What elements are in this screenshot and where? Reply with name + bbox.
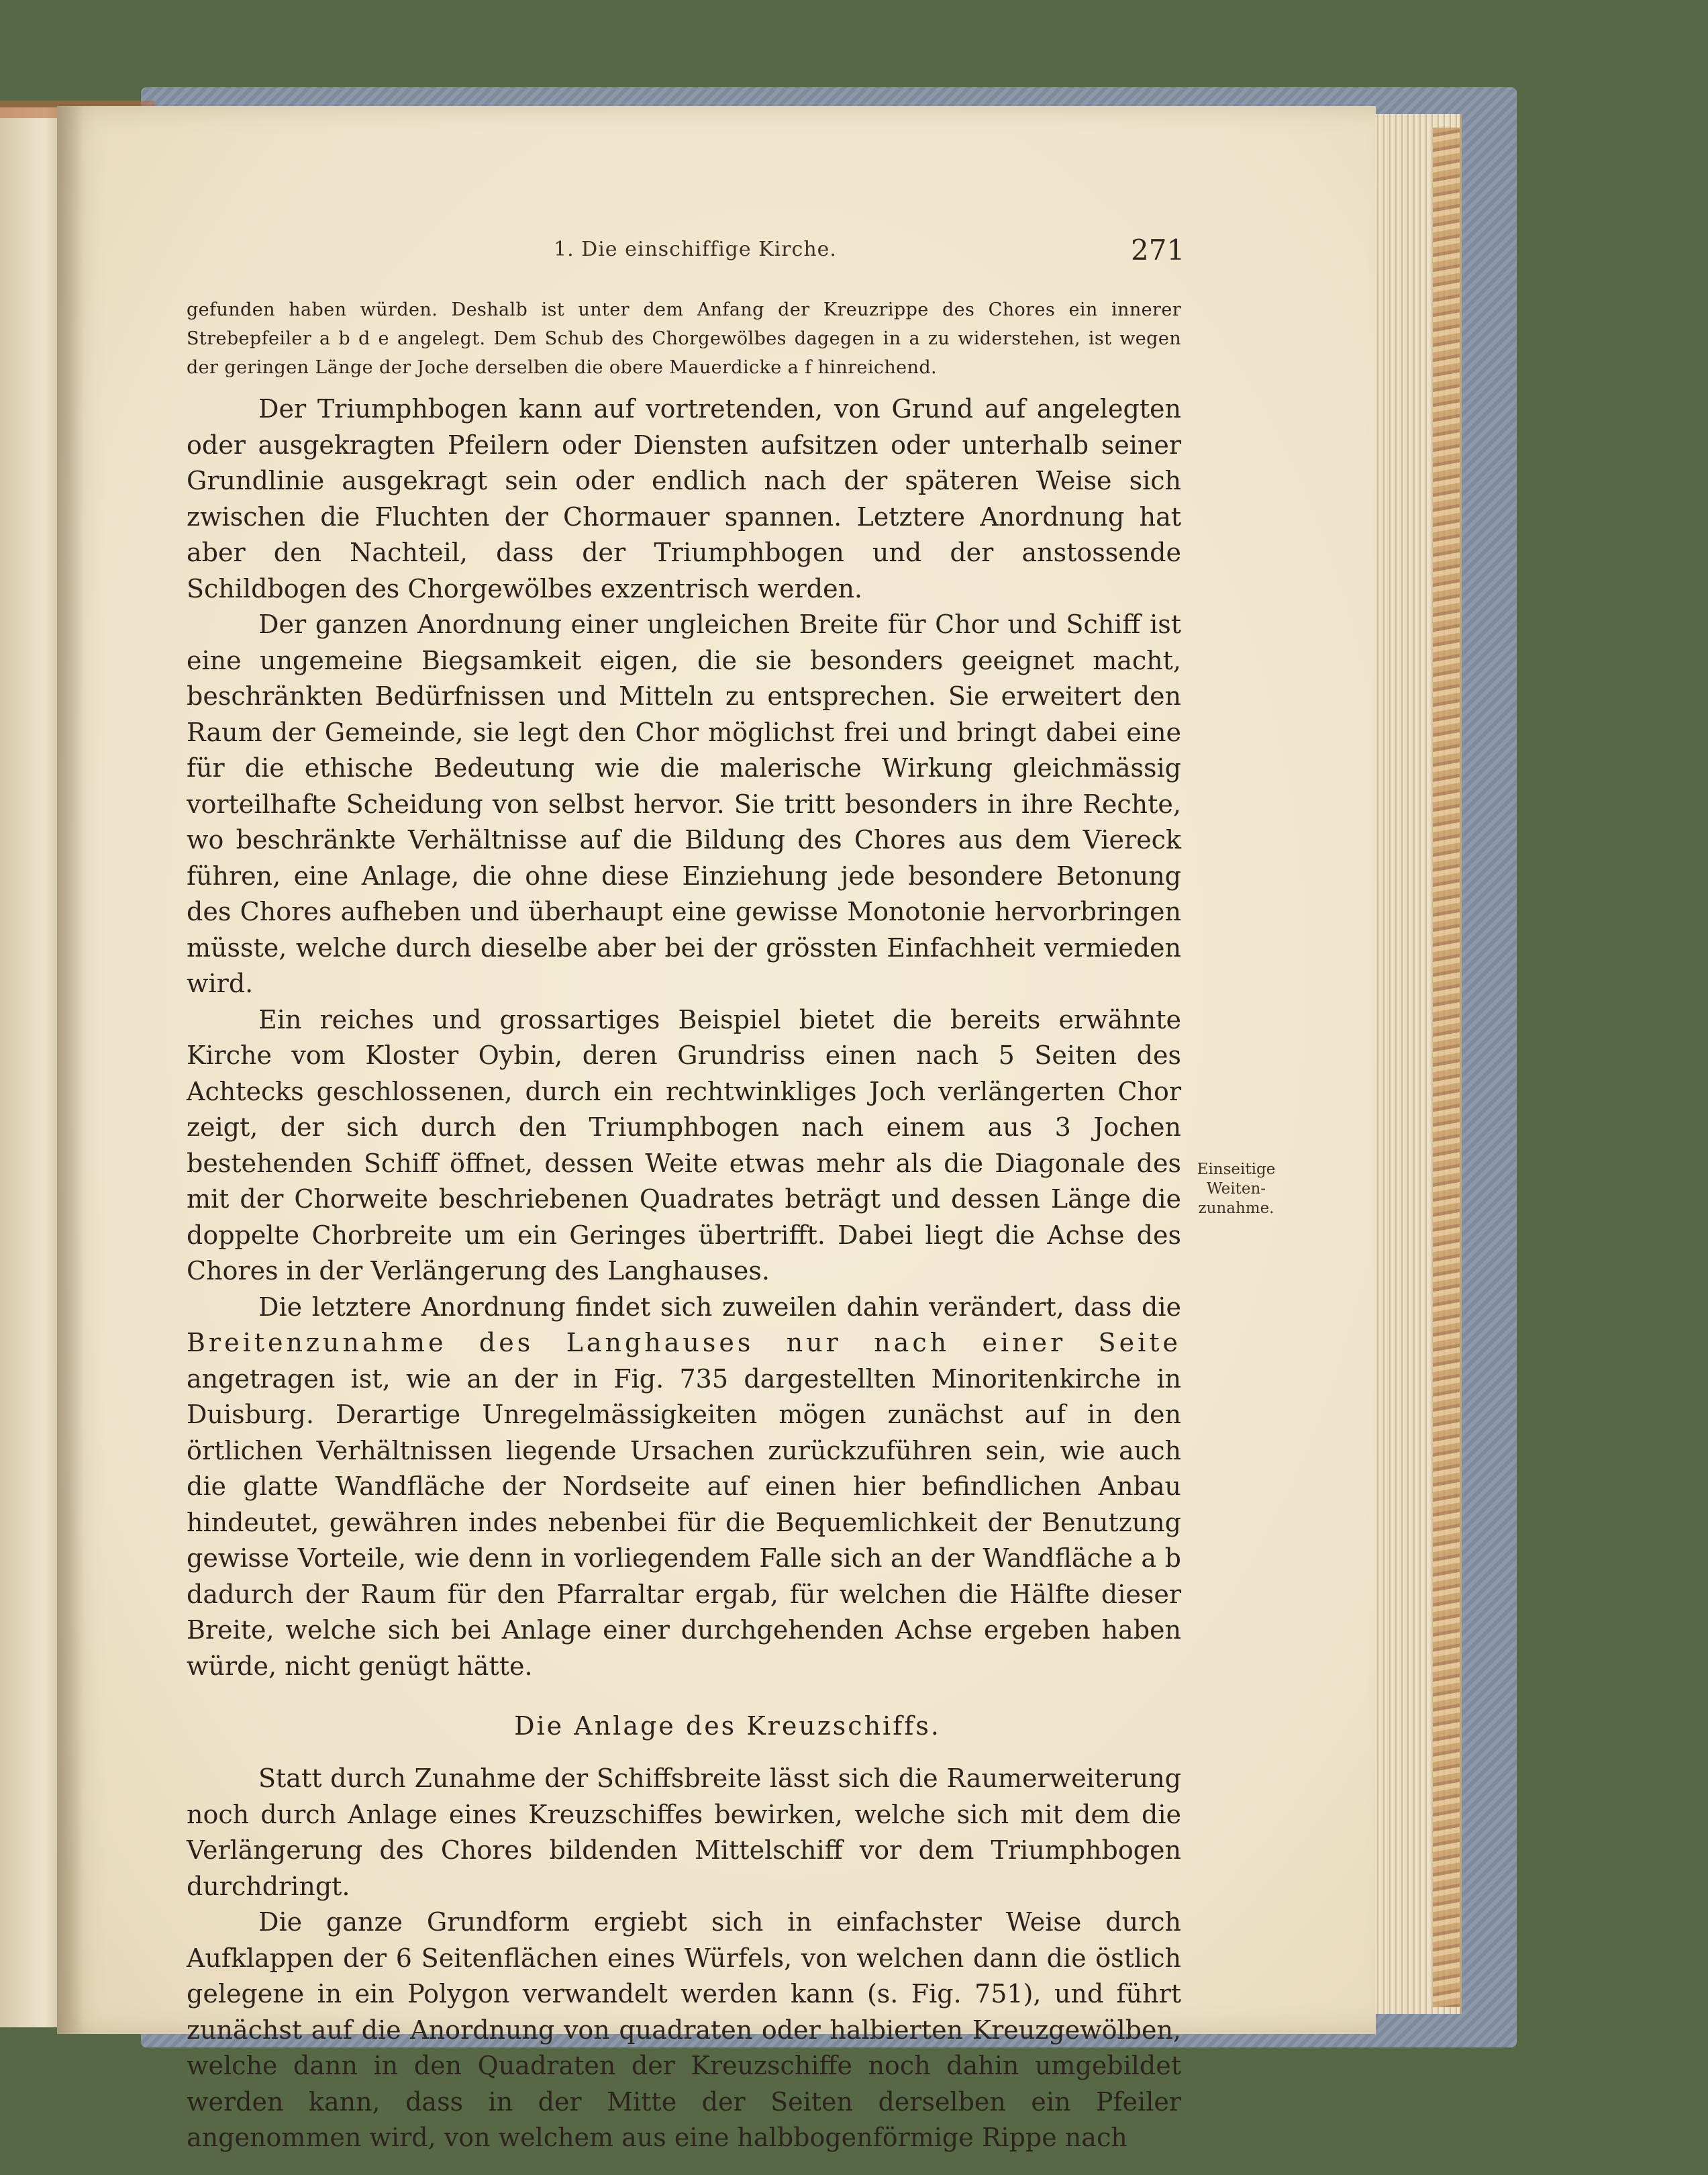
main-text (187, 295, 1181, 2156)
margin-note-line: Weiten- (1206, 1180, 1266, 1198)
running-title: 1. Die einschiffige Kirche. (554, 238, 837, 261)
marbled-edge (1433, 128, 1460, 2007)
running-head (0, 236, 1708, 270)
paragraph: Der ganzen Anordnung einer ungleichen Breite für Chor und Schiff ist eine ungemeine Biegsamkeit eigen, die sie besonders geeignet macht, beschränkten Bedürfnissen und Mitteln zu entsprechen. Sie erweitert den Raum der Gemeinde, sie legt den Chor möglichst frei und bringt dabei eine für die ethische Bedeutung wie die malerische Wirkung gleichmässig vorteilhafte Scheidung von selbst hervor. Sie tritt besonders in ihre Rechte, wo beschränkte Verhältnisse auf die Bildung des Chores aus dem Viereck führen, eine Anlage, die ohne diese Einziehung jede besondere Betonung des Chores aufheben und überhaupt eine gewisse Monotonie hervorbringen müsste, welche durch dieselbe aber bei der grössten Einfachheit vermieden wird. (187, 610, 1181, 998)
paragraph: Die ganze Grundform ergiebt sich in einfachster Weise durch Aufklappen der 6 Seitenflächen eines Würfels, von welchen dann die östlich gelegene in ein Polygon verwandelt werden kann (s. Fig. 751), und führt zunächst auf die Anordnung von quadraten oder halbierten Kreuzgewölben, welche dann in den Quadraten der Kreuzschiffe noch dahin umgebildet werden kann, dass in der Mitte der Seiten derselben ein Pfeiler angenommen wird, von welchem aus eine halbbogenförmige Rippe nach (187, 1907, 1181, 2152)
margin-note-line: zunahme. (1198, 1200, 1274, 1217)
paragraph-text: angetragen ist, wie an der in Fig. 735 dargestellten Minoritenkirche in Duisburg. Derartige Unregelmässigkeiten mögen zunächst auf in den örtlichen Verhältnissen liegende Ursachen zurückzuführen sein, wie auch die glatte Wandfläche der Nordseite auf einen hier befindlichen Anbau hindeutet, gewähren indes nebenbei für die Bequemlichkeit der Benutzung gewisse Vorteile, wie denn in vorliegendem Falle sich an der Wandfläche a b dadurch der Raum für den Pfarraltar ergab, für welchen die Hälfte dieser Breite, welche sich bei Anlage einer durchgehenden Achse ergeben haben würde, nicht genügt hätte. (187, 1363, 1181, 1681)
paragraph: Der Triumphbogen kann auf vortretenden, von Grund auf angelegten oder ausgekragten Pfeilern oder Diensten aufsitzen oder unterhalb seiner Grundlinie ausgekragt sein oder endlich nach der späteren Weise sich zwischen die Fluchten der Chormauer spannen. Letztere Anordnung hat aber den Nachteil, dass der Triumphbogen und der anstossende Schildbogen des Chorgewölbes exzentrisch werden. (187, 394, 1181, 603)
paragraph (187, 1290, 1181, 1685)
margin-note (1196, 1160, 1276, 1218)
section-heading: Die Anlage des Kreuzschiffs. (514, 1711, 941, 1741)
paragraph-text: Die letztere Anordnung findet sich zuweilen dahin verändert, dass die (258, 1292, 1181, 1322)
emphasized-text: Breitenzunahme des Langhauses nur nach einer Seite (187, 1328, 1181, 1357)
footnote-continuation: gefunden haben würden. Deshalb ist unter dem Anfang der Kreuzrippe des Chores ein innerer Strebepfeiler a b d e angelegt. Dem Schub des Chorgewölbes dagegen in a zu widerstehen, ist wegen der geringen Länge der Joche derselben die obere Mauerdicke a f hinreichend. (187, 299, 1181, 378)
margin-note-line: Einseitige (1197, 1161, 1276, 1178)
page-number: 271 (1131, 234, 1185, 267)
left-page-edge (0, 107, 64, 2027)
page-gutter-shadow (57, 106, 84, 2034)
paragraph: Statt durch Zunahme der Schiffsbreite lässt sich die Raumerweiterung noch durch Anlage eines Kreuzschiffes bewirken, welche sich mit dem die Verlängerung des Chores bildenden Mittelschiff vor dem Triumphbogen durchdringt. (187, 1763, 1181, 1901)
paragraph: Ein reiches und grossartiges Beispiel bietet die bereits erwähnte Kirche vom Kloster Oybin, deren Grundriss einen nach 5 Seiten des Achtecks geschlossenen, durch ein rechtwinkliges Joch verlängerten Chor zeigt, der sich durch den Triumphbogen nach einem aus 3 Jochen bestehenden Schiff öffnet, dessen Weite etwas mehr als die Diagonale des mit der Chorweite beschriebenen Quadrates beträgt und dessen Länge die doppelte Chorbreite um ein Geringes übertrifft. Dabei liegt die Achse des Chores in der Verlängerung des Langhauses. (187, 1004, 1181, 1286)
